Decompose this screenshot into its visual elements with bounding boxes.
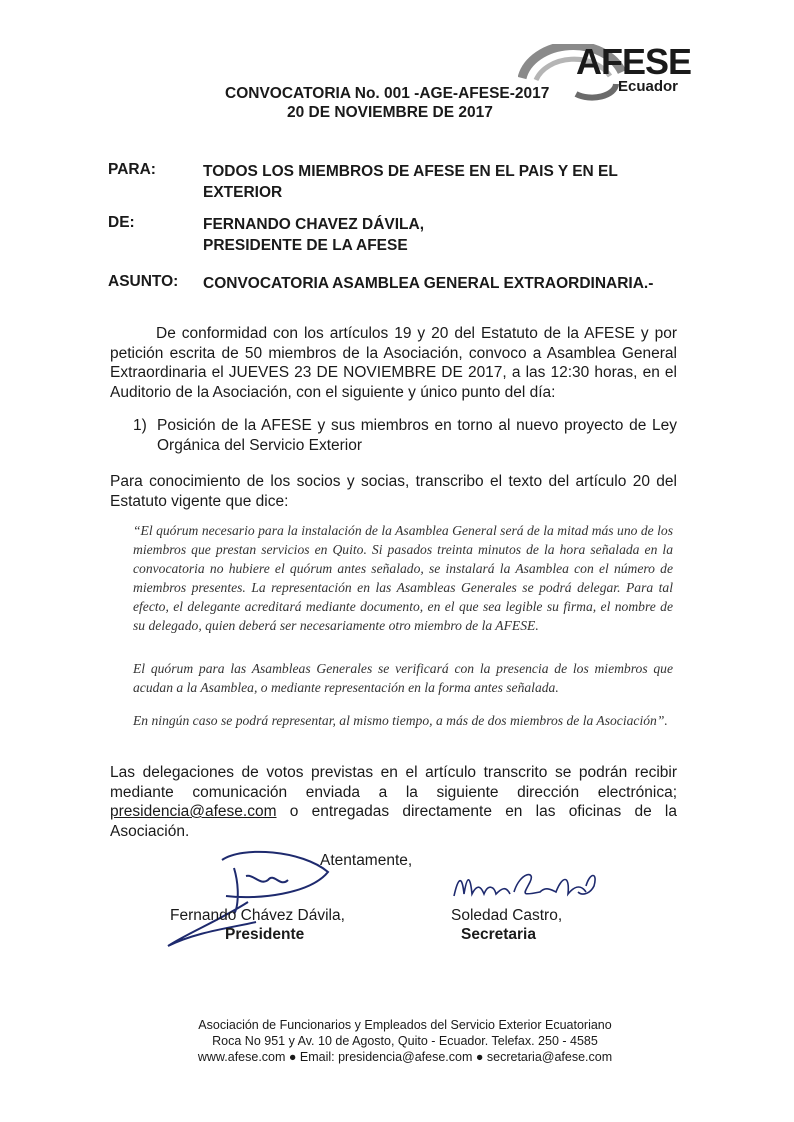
footer-contacts: www.afese.com ● Email: presidencia@afese.com ● secretaria@afese.com bbox=[197, 1050, 613, 1064]
footer bbox=[140, 1017, 670, 1065]
delegations-text-post: o entregadas directamente en las oficinas de la Asociación. bbox=[110, 803, 677, 840]
footer-organization: Asociación de Funcionarios y Empleados del Servicio Exterior Ecuatoriano bbox=[198, 1018, 612, 1032]
asunto-label: ASUNTO: bbox=[108, 273, 179, 290]
presidencia-email-link[interactable]: presidencia@afese.com bbox=[110, 803, 277, 820]
de-value-line1: FERNANDO CHAVEZ DÁVILA, bbox=[203, 216, 425, 233]
transcribe-paragraph: Para conocimiento de los socios y socias, transcribo el texto del artículo 20 del Estatuto vigente que dice: bbox=[110, 473, 677, 510]
signer1-name: Fernando Chávez Dávila, bbox=[170, 907, 345, 924]
de-value-line2: PRESIDENTE DE LA AFESE bbox=[203, 237, 408, 254]
intro-paragraph: De conformidad con los artículos 19 y 20 del Estatuto de la AFESE y por petición escrita de 50 miembros de la Asociación, convoco a Asamblea General Extraordinaria el JUEVES 23 DE NOVIEMBRE DE 2017, a las 12:30 horas, en el Auditorio de la Asociación, con el siguiente y único punto del día: bbox=[110, 325, 677, 401]
footer-address: Roca No 951 y Av. 10 de Agosto, Quito - Ecuador. Telefax. 250 - 4585 bbox=[212, 1034, 598, 1048]
logo-wordmark: AFESE bbox=[576, 41, 692, 82]
quote-paragraph-3: En ningún caso se podrá representar, al mismo tiempo, a más de dos miembros de la Asociación”. bbox=[133, 713, 668, 728]
document-title: CONVOCATORIA No. 001 -AGE-AFESE-2017 bbox=[225, 85, 550, 102]
para-label: PARA: bbox=[108, 161, 156, 178]
agenda-item-number: 1) bbox=[133, 417, 147, 434]
signer2-name: Soledad Castro, bbox=[451, 907, 563, 924]
agenda-item-text: Posición de la AFESE y sus miembros en torno al nuevo proyecto de Ley Orgánica del Servicio Exterior bbox=[157, 417, 677, 454]
de-value bbox=[203, 214, 673, 256]
asunto-value: CONVOCATORIA ASAMBLEA GENERAL EXTRAORDINARIA.- bbox=[203, 275, 654, 292]
delegations-text-pre: Las delegaciones de votos previstas en el artículo transcrito se podrán recibir mediante comunicación enviada a la siguiente dirección electrónica; bbox=[110, 764, 677, 801]
para-value-line2: EXTERIOR bbox=[203, 184, 283, 201]
signer1-title: Presidente bbox=[225, 926, 305, 943]
para-value-line1: TODOS LOS MIEMBROS DE AFESE EN EL PAIS Y EN EL bbox=[203, 163, 618, 180]
secretary-signature bbox=[450, 866, 600, 908]
logo-subtitle: Ecuador bbox=[618, 78, 679, 95]
document-date: 20 DE NOVIEMBRE DE 2017 bbox=[287, 104, 493, 121]
quote-paragraph-1: “El quórum necesario para la instalación de la Asamblea General será de la mitad más uno de los miembros que prestan servicios en Quito. Si pasados treinta minutos de la hora señalada en la convocatoria no hubiere el quórum antes señalado, se instalará la Asamblea con el número de miembros presentes. La representación en las Asambleas Generales se podrá delegar. Para tal efecto, el delegante acreditará mediante documento, en el que sea legible su firma, el nombre de su delegado, quien deberá ser necesariamente otro miembro de la AFESE. bbox=[133, 523, 673, 633]
de-label: DE: bbox=[108, 214, 135, 231]
delegations-paragraph bbox=[110, 763, 677, 841]
quote-paragraph-2: El quórum para las Asambleas Generales se verificará con la presencia de los miembros que acudan a la Asamblea, o mediante representación en la forma antes señalada. bbox=[133, 661, 673, 695]
signer2-title: Secretaria bbox=[461, 926, 536, 943]
para-value bbox=[203, 161, 673, 203]
salutation: Atentamente, bbox=[320, 852, 413, 869]
